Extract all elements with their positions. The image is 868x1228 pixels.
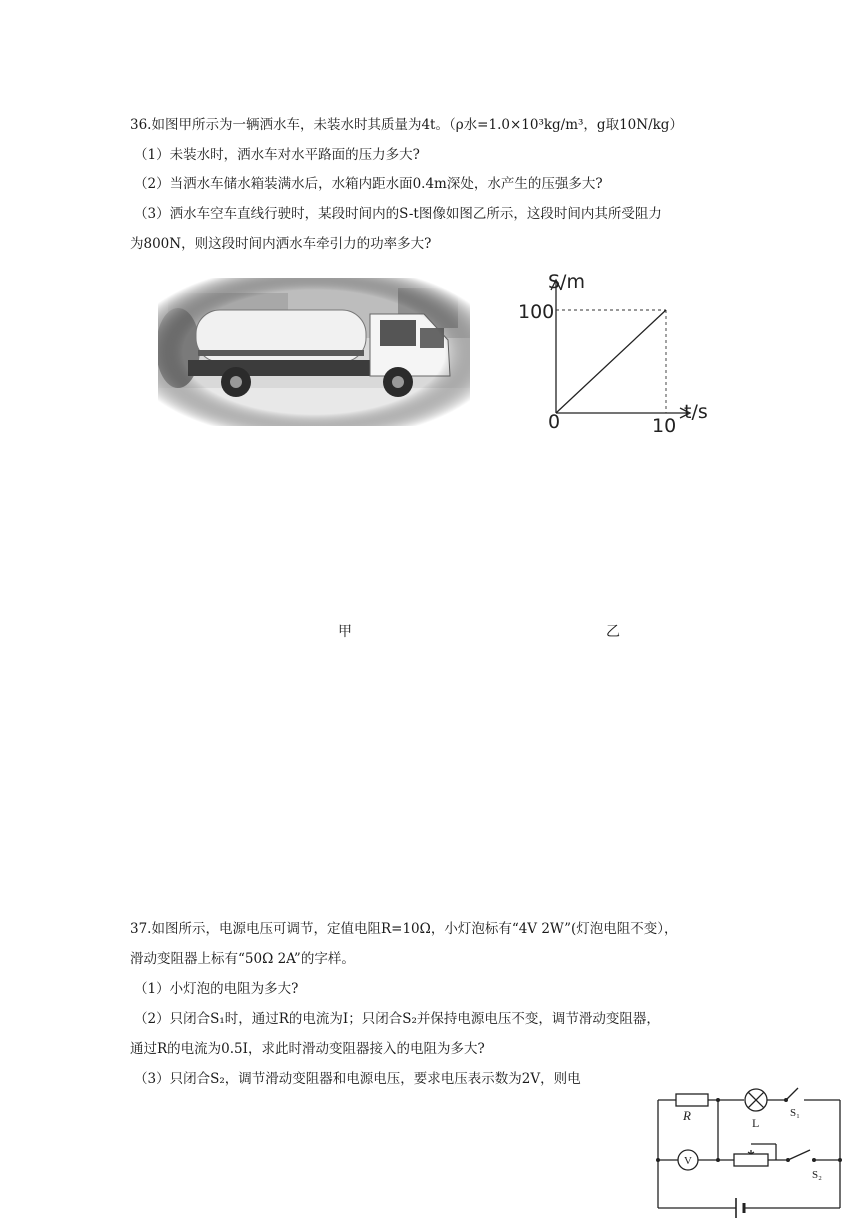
label-s2: S₂: [812, 1169, 822, 1181]
q36-line-3: （2）当洒水车储水箱装满水后，水箱内距水面0.4m深处，水产生的压强多大?: [134, 176, 603, 192]
switch-s1: [786, 1088, 798, 1100]
switch-s2: [788, 1150, 810, 1160]
x-axis-label: t/s: [684, 401, 708, 423]
water-truck-photo: [158, 278, 470, 426]
q36-line-4: （3）洒水车空车直线行驶时，某段时间内的S-t图像如图乙所示，这段时间内其所受阻力: [134, 206, 662, 222]
q37-line-2: 滑动变阻器上标有“50Ω 2A”的字样。: [130, 951, 355, 967]
label-l: L: [752, 1116, 760, 1130]
caption-jia: 甲: [338, 624, 352, 640]
rheostat: [734, 1154, 768, 1166]
caption-yi: 乙: [606, 624, 620, 640]
q36-line-1: 36.如图甲所示为一辆洒水车，未装水时其质量为4t。（ρ水=1.0×10³kg/m³，g取10N/kg）: [130, 117, 683, 133]
q37-line-6: （3）只闭合S₂，调节滑动变阻器和电源电压，要求电压表示数为2V，则电: [134, 1071, 581, 1087]
s-t-line: [556, 310, 666, 413]
q37-line-1: 37.如图所示，电源电压可调节，定值电阻R=10Ω，小灯泡标有“4V 2W”(灯泡电阻不变），: [130, 921, 678, 937]
label-s1: S₁: [790, 1107, 800, 1119]
y-axis-label: S/m: [548, 271, 585, 293]
circuit-diagram: [648, 1080, 848, 1225]
q36-line-5: 为800N，则这段时间内洒水车牵引力的功率多大?: [130, 236, 432, 252]
x-tick-10: 10: [652, 415, 677, 437]
label-v: V: [684, 1155, 692, 1167]
label-r: R: [683, 1108, 691, 1123]
origin-label: 0: [548, 411, 561, 433]
s-t-graph: [508, 268, 718, 438]
q36-line-2: （1）未装水时，洒水车对水平路面的压力多大?: [134, 147, 420, 163]
q37-line-3: （1）小灯泡的电阻为多大?: [134, 981, 299, 997]
resistor-r: [676, 1094, 708, 1106]
q37-line-4: （2）只闭合S₁时，通过R的电流为I；只闭合S₂并保持电源电压不变，调节滑动变阻器，: [134, 1011, 660, 1027]
q37-line-5: 通过R的电流为0.5I，求此时滑动变阻器接入的电阻为多大?: [130, 1041, 485, 1057]
y-tick-100: 100: [518, 301, 555, 323]
